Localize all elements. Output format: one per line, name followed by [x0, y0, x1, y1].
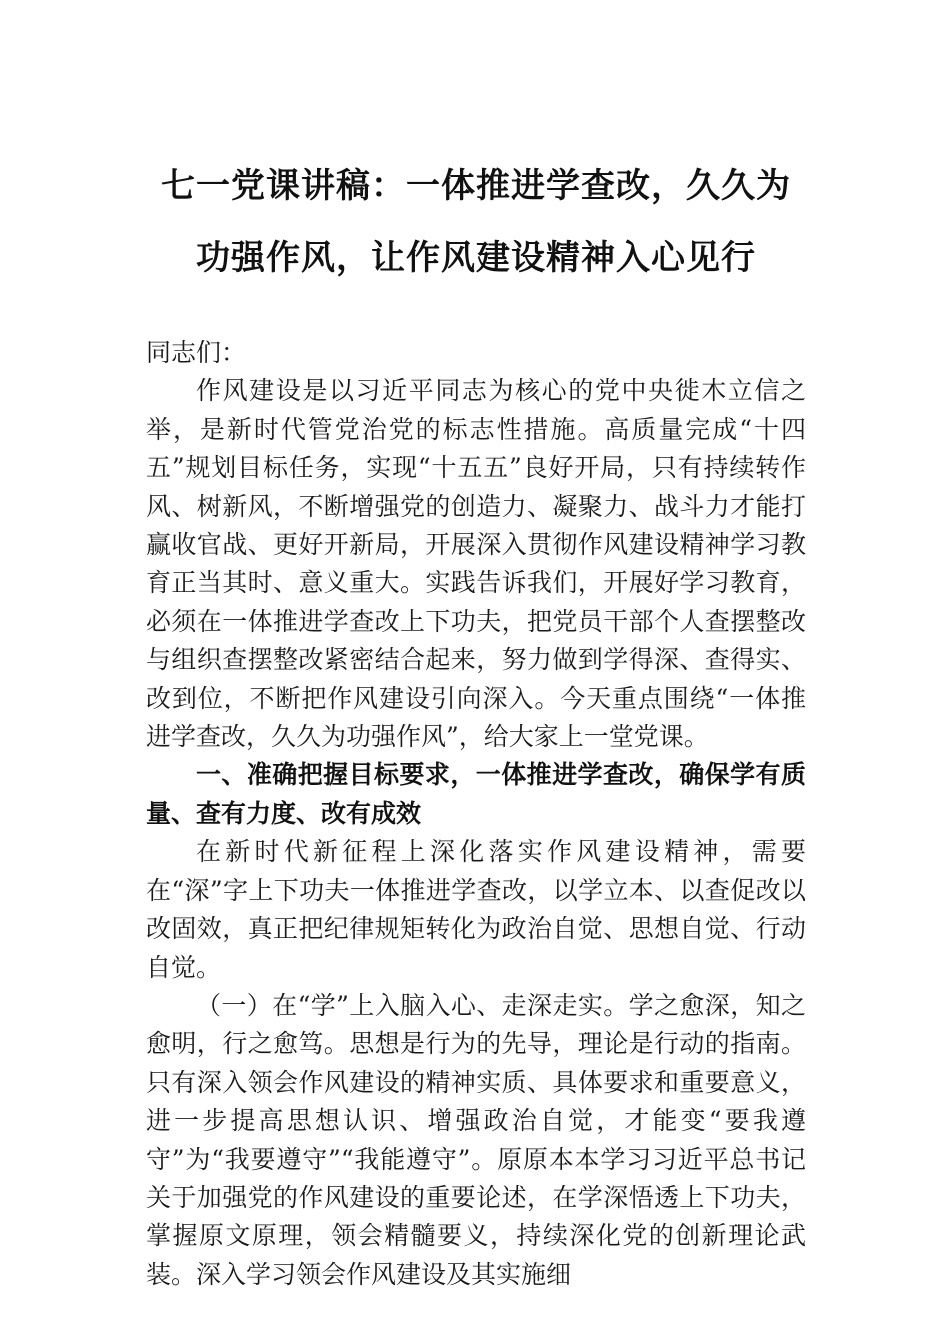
- subsection-1-paragraph: （一）在“学”上入脑入心、走深走实。学之愈深，知之愈明，行之愈笃。思想是行为的先导，理论是行动的指南。只有深入领会作风建设的精神实质、具体要求和重要意义，进一步提高思想认识、增强政治自觉，才能变“要我遵守”为“我要遵守”“我能遵守”。原原本本学习习近平总书记关于加强党的作风建设的重要论述，在学深悟透上下功夫，掌握原文原理，领会精髓要义，持续深化党的创新理论武装。深入学习领会作风建设及其实施细: [146, 990, 806, 1289]
- document-title: [146, 150, 806, 294]
- section-1-paragraph: 在新时代新征程上深化落实作风建设精神，需要在“深”字上下功夫一体推进学查改，以学立本、以查促改以改固效，真正把纪律规矩转化为政治自觉、思想自觉、行动自觉。: [146, 837, 806, 982]
- title-line-2: 功强作风，让作风建设精神入心见行: [196, 238, 756, 278]
- document-body: [146, 334, 806, 1294]
- intro-paragraph: 作风建设是以习近平同志为核心的党中央徙木立信之举，是新时代管党治党的标志性措施。高质量完成“十四五”规划目标任务，实现“十五五”良好开局，只有持续转作风、树新风，不断增强党的创造力、凝聚力、战斗力才能打赢收官战、更好开新局，开展深入贯彻作风建设精神学习教育正当其时、意义重大。实践告诉我们，开展好学习教育，必须在一体推进学查改上下功夫，把党员干部个人查摆整改与组织查摆整改紧密结合起来，努力做到学得深、查得实、改到位，不断把作风建设引向深入。今天重点围绕“一体推进学查改，久久为功强作风”，给大家上一堂党课。: [146, 376, 806, 752]
- title-line-1: 七一党课讲稿：一体推进学查改，久久为: [161, 166, 791, 206]
- salutation: 同志们：: [146, 338, 247, 367]
- section-1-heading: 一、准确把握目标要求，一体推进学查改，确保学有质量、查有力度、改有成效: [146, 760, 806, 828]
- document-page: [146, 150, 806, 1294]
